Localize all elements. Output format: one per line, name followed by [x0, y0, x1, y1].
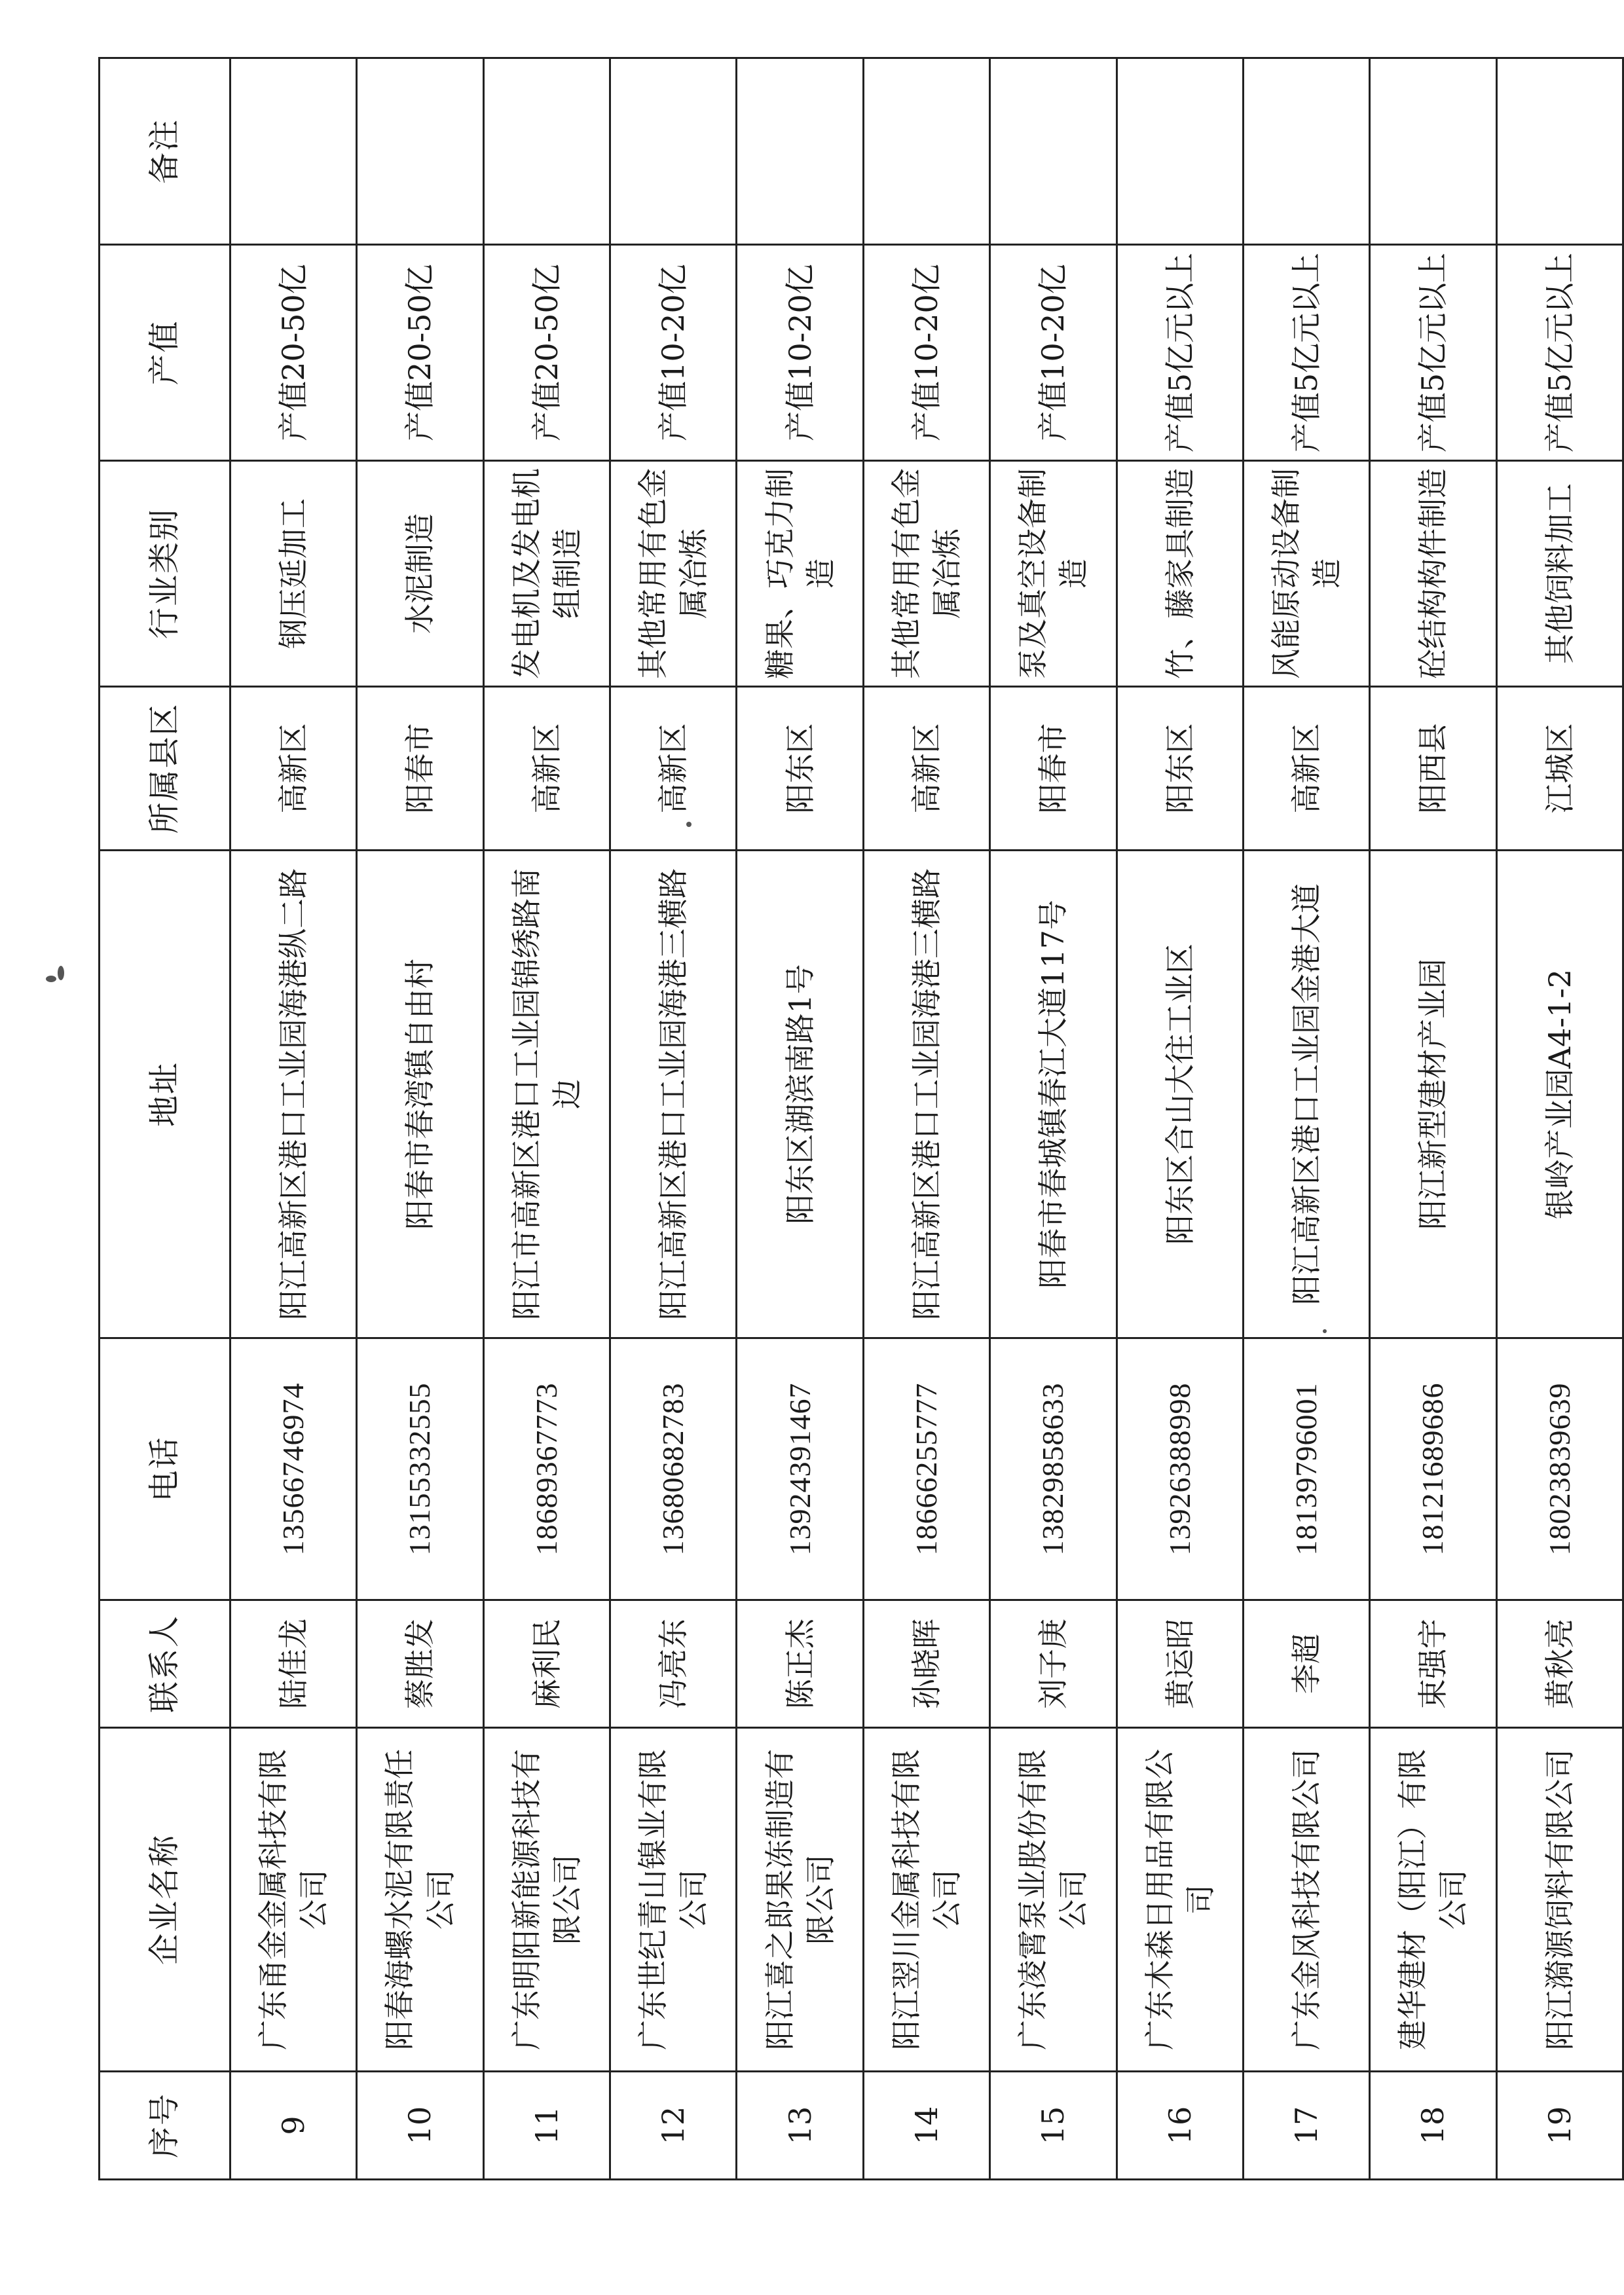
scan-speck	[58, 966, 64, 980]
header-address: 地址	[100, 851, 231, 1338]
header-output: 产值	[100, 245, 231, 461]
cell-phone: 18139796001	[1243, 1338, 1369, 1600]
cell-address: 银岭产业园A4-1-2	[1496, 851, 1623, 1338]
cell-phone: 13680682783	[610, 1338, 737, 1600]
cell-phone: 13924391467	[737, 1338, 863, 1600]
header-phone: 电话	[100, 1338, 231, 1600]
scan-speck	[1323, 1329, 1327, 1333]
cell-industry: 风能原动设备制造	[1243, 461, 1369, 687]
table-row	[610, 58, 737, 2180]
table-row	[1496, 58, 1623, 2180]
cell-address: 阳东区合山大往工业区	[1116, 851, 1243, 1338]
cell-company-name: 广东甬金金属科技有限公司	[231, 1728, 357, 2072]
cell-address: 阳东区湖滨南路1号	[737, 851, 863, 1338]
cell-seq: 11	[483, 2072, 610, 2180]
table-row	[863, 58, 989, 2180]
cell-output: 产值10-20亿	[863, 245, 989, 461]
cell-note	[737, 58, 863, 245]
table-row	[483, 58, 610, 2180]
header-seq: 序号	[100, 2072, 231, 2180]
cell-contact: 黄秋亮	[1496, 1600, 1623, 1728]
cell-seq: 17	[1243, 2072, 1369, 2180]
scan-speck	[46, 976, 56, 982]
cell-phone: 18666255777	[863, 1338, 989, 1600]
cell-county: 高新区	[483, 687, 610, 851]
scan-speck	[686, 822, 692, 827]
cell-address: 阳江新型建材产业园	[1370, 851, 1496, 1338]
cell-note	[863, 58, 989, 245]
cell-contact: 刘子庚	[990, 1600, 1116, 1728]
header-industry: 行业类别	[100, 461, 231, 687]
cell-company-name: 阳江翌川金属科技有限公司	[863, 1728, 989, 2072]
cell-company-name: 广东金风科技有限公司	[1243, 1728, 1369, 2072]
cell-note	[483, 58, 610, 245]
cell-note	[1243, 58, 1369, 245]
cell-company-name: 广东世纪青山镍业有限公司	[610, 1728, 737, 2072]
cell-phone: 13829858633	[990, 1338, 1116, 1600]
cell-note	[990, 58, 1116, 245]
cell-contact: 蔡胜发	[357, 1600, 483, 1728]
cell-output: 产值5亿元以上	[1496, 245, 1623, 461]
cell-industry: 钢压延加工	[231, 461, 357, 687]
cell-company-name: 广东凌霄泵业股份有限公司	[990, 1728, 1116, 2072]
cell-output: 产值20-50亿	[231, 245, 357, 461]
cell-address: 阳江高新区港口工业园海港三横路	[863, 851, 989, 1338]
cell-company-name: 阳春海螺水泥有限责任公司	[357, 1728, 483, 2072]
cell-company-name: 广东木森日用品有限公司	[1116, 1728, 1243, 2072]
cell-phone: 18689367773	[483, 1338, 610, 1600]
header-county: 所属县区	[100, 687, 231, 851]
cell-contact: 束强宇	[1370, 1600, 1496, 1728]
cell-contact: 李超	[1243, 1600, 1369, 1728]
header-contact: 联系人	[100, 1600, 231, 1728]
cell-address: 阳春市春湾镇自由村	[357, 851, 483, 1338]
cell-note	[610, 58, 737, 245]
cell-seq: 18	[1370, 2072, 1496, 2180]
cell-county: 高新区	[231, 687, 357, 851]
cell-county: 江城区	[1496, 687, 1623, 851]
cell-output: 产值10-20亿	[990, 245, 1116, 461]
table-row	[737, 58, 863, 2180]
cell-contact: 麻利民	[483, 1600, 610, 1728]
cell-industry: 泵及真空设备制造	[990, 461, 1116, 687]
cell-seq: 10	[357, 2072, 483, 2180]
cell-output: 产值20-50亿	[357, 245, 483, 461]
cell-seq: 15	[990, 2072, 1116, 2180]
cell-industry: 其他常用有色金属冶炼	[863, 461, 989, 687]
cell-output: 产值20-50亿	[483, 245, 610, 461]
cell-output: 产值5亿元以上	[1370, 245, 1496, 461]
cell-company-name: 广东明阳新能源科技有限公司	[483, 1728, 610, 2072]
cell-seq: 12	[610, 2072, 737, 2180]
cell-industry: 其他饲料加工	[1496, 461, 1623, 687]
cell-industry: 水泥制造	[357, 461, 483, 687]
cell-note	[231, 58, 357, 245]
cell-industry: 糖果、巧克力制造	[737, 461, 863, 687]
cell-county: 阳春市	[357, 687, 483, 851]
cell-county: 阳东区	[1116, 687, 1243, 851]
cell-address: 阳江市高新区港口工业园锦绣路南边	[483, 851, 610, 1338]
cell-company-name: 阳江喜之郎果冻制造有限公司	[737, 1728, 863, 2072]
cell-seq: 19	[1496, 2072, 1623, 2180]
cell-output: 产值5亿元以上	[1116, 245, 1243, 461]
table-row	[1243, 58, 1369, 2180]
cell-note	[1116, 58, 1243, 245]
cell-contact: 孙晓晖	[863, 1600, 989, 1728]
cell-seq: 14	[863, 2072, 989, 2180]
cell-address: 阳江高新区港口工业园金港大道	[1243, 851, 1369, 1338]
cell-county: 高新区	[1243, 687, 1369, 851]
cell-contact: 冯亮东	[610, 1600, 737, 1728]
header-company-name: 企业名称	[100, 1728, 231, 2072]
cell-phone: 13926388998	[1116, 1338, 1243, 1600]
cell-output: 产值5亿元以上	[1243, 245, 1369, 461]
cell-phone: 18023839639	[1496, 1338, 1623, 1600]
cell-output: 产值10-20亿	[737, 245, 863, 461]
cell-contact: 陈正杰	[737, 1600, 863, 1728]
cell-company-name: 阳江漪源饲料有限公司	[1496, 1728, 1623, 2072]
cell-industry: 竹、藤家具制造	[1116, 461, 1243, 687]
rotated-table-sheet	[98, 59, 1624, 2180]
cell-company-name: 建华建材（阳江）有限公司	[1370, 1728, 1496, 2072]
table-row	[231, 58, 357, 2180]
cell-industry: 其他常用有色金属冶炼	[610, 461, 737, 687]
table-row	[1370, 58, 1496, 2180]
cell-county: 阳东区	[737, 687, 863, 851]
cell-county: 阳西县	[1370, 687, 1496, 851]
table-row	[357, 58, 483, 2180]
cell-note	[1496, 58, 1623, 245]
cell-address: 阳江高新区港口工业园海港三横路	[610, 851, 737, 1338]
cell-county: 高新区	[863, 687, 989, 851]
cell-output: 产值10-20亿	[610, 245, 737, 461]
cell-address: 阳春市春城镇春江大道117号	[990, 851, 1116, 1338]
cell-note	[357, 58, 483, 245]
cell-contact: 黄运昭	[1116, 1600, 1243, 1728]
cell-contact: 陆佳龙	[231, 1600, 357, 1728]
cell-phone: 13566746974	[231, 1338, 357, 1600]
cell-address: 阳江高新区港口工业园海港纵二路	[231, 851, 357, 1338]
cell-county: 阳春市	[990, 687, 1116, 851]
enterprise-table	[98, 57, 1624, 2180]
cell-industry: 砼结构构件制造	[1370, 461, 1496, 687]
table-header-row	[100, 58, 231, 2180]
table-row	[990, 58, 1116, 2180]
cell-industry: 发电机及发电机组制造	[483, 461, 610, 687]
cell-county: 高新区	[610, 687, 737, 851]
cell-phone: 13155332555	[357, 1338, 483, 1600]
table-row	[1116, 58, 1243, 2180]
cell-seq: 9	[231, 2072, 357, 2180]
cell-note	[1370, 58, 1496, 245]
cell-seq: 16	[1116, 2072, 1243, 2180]
cell-seq: 13	[737, 2072, 863, 2180]
header-note: 备注	[100, 58, 231, 245]
cell-phone: 18121689686	[1370, 1338, 1496, 1600]
